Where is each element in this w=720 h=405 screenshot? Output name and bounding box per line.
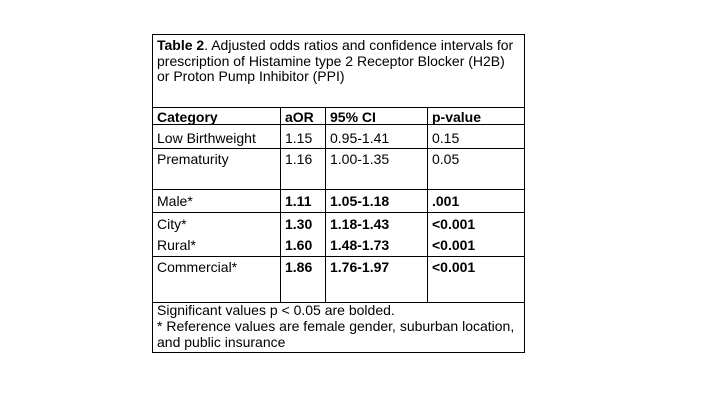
header-category: Category	[157, 109, 218, 125]
row-city-ci: 1.18-1.43	[330, 216, 390, 232]
row-prematurity-ci: 1.00-1.35	[330, 151, 390, 167]
rule-row-3	[153, 212, 524, 213]
row-city-p: <0.001	[432, 216, 476, 232]
row-male-ci: 1.05-1.18	[330, 193, 390, 209]
table-footnotes	[157, 302, 519, 350]
rule-row-2	[153, 189, 524, 190]
caption-text: . Adjusted odds ratios and confidence intervals for prescription of Histamine type 2 Receptor Blocker (H2B) or Proton Pump Inhibitor (PPI)	[157, 37, 514, 84]
header-aor: aOR	[285, 109, 314, 125]
row-male-aor: 1.11	[285, 193, 312, 209]
row-male-category: Male*	[157, 193, 193, 209]
header-p-value: p-value	[432, 109, 482, 125]
rule-row-4	[153, 256, 524, 257]
row-rural-p: <0.001	[432, 237, 476, 253]
row-rural-ci: 1.48-1.73	[330, 237, 390, 253]
footnote-reference: * Reference values are female gender, suburban location, and public insurance	[157, 318, 515, 350]
rule-caption-bottom	[153, 107, 524, 108]
footnote-significance: Significant values p < 0.05 are bolded.	[157, 302, 395, 318]
row-low-birthweight-ci: 0.95-1.41	[330, 130, 390, 146]
header-ci: 95% CI	[330, 109, 376, 125]
row-low-birthweight-p: 0.15	[432, 130, 460, 146]
row-male-p: .001	[432, 193, 460, 209]
row-prematurity-aor: 1.16	[285, 151, 313, 167]
row-low-birthweight-category: Low Birthweight	[157, 130, 256, 146]
row-rural-aor: 1.60	[285, 237, 313, 253]
caption-label: Table 2	[157, 37, 205, 53]
rule-row-1	[153, 148, 524, 149]
row-commercial-ci: 1.76-1.97	[330, 259, 390, 275]
row-city-aor: 1.30	[285, 216, 313, 232]
row-rural-category: Rural*	[157, 237, 196, 253]
table-caption	[157, 38, 517, 85]
row-commercial-p: <0.001	[432, 259, 476, 275]
row-commercial-category: Commercial*	[157, 259, 238, 275]
row-commercial-aor: 1.86	[285, 259, 313, 275]
row-city-category: City*	[157, 216, 187, 232]
row-prematurity-category: Prematurity	[157, 151, 229, 167]
results-table	[152, 34, 525, 353]
row-low-birthweight-aor: 1.15	[285, 130, 313, 146]
row-prematurity-p: 0.05	[432, 151, 460, 167]
